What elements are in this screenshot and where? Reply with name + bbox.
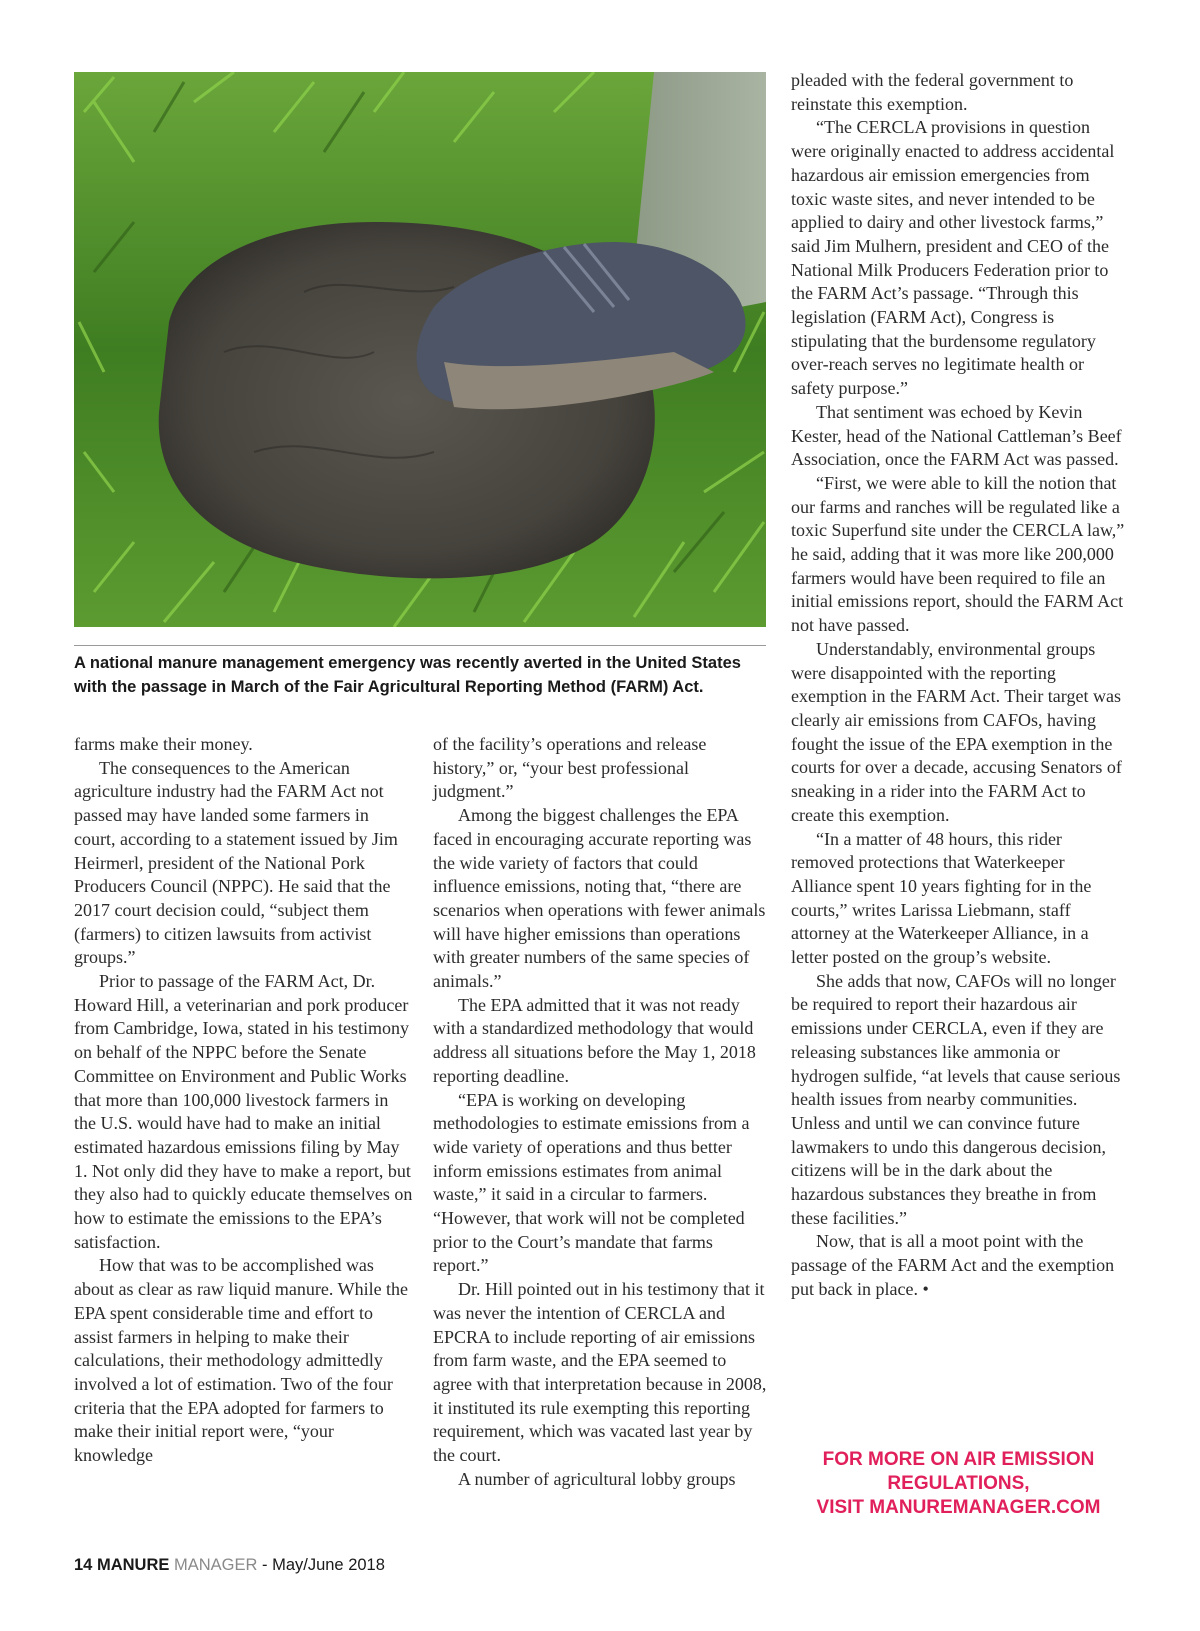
issue-date: - May/June 2018	[262, 1556, 385, 1574]
paragraph: How that was to be accomplished was about as clear as raw liquid manure. While the EPA spent considerable time and effort to assist farmers in helping to make their calculations, their methodology admittedly involved a lot of estimation. Two of the four criteria that the EPA adopted for farmers to make their initial report were, “your knowledge	[74, 1255, 409, 1466]
paragraph: Among the biggest challenges the EPA faced in encouraging accurate reporting was the wide variety of factors that could influence emissions, noting that, “there are scenarios when operations with fewer animals will have higher emissions than operations with greater numbers of the same species of animals.”	[433, 805, 766, 992]
more-info-callout[interactable]	[791, 1448, 1126, 1520]
paragraph: Prior to passage of the FARM Act, Dr. Howard Hill, a veterinarian and pork producer from Cambridge, Iowa, stated in his testimony on behalf of the NPPC before the Senate Committee on Environment and Public Works that more than 100,000 livestock farmers in the U.S. would have had to make an initial estimated hazardous emissions filing by May 1. Not only did they have to make a report, but they also had to quickly educate themselves on how to estimate the emissions to the EPA’s satisfaction.	[74, 971, 413, 1252]
brand-light: MANAGER	[173, 1556, 258, 1574]
paragraph: farms make their money.	[74, 734, 253, 754]
callout-link[interactable]: VISIT MANUREMANAGER.COM	[816, 1497, 1101, 1518]
paragraph: of the facility’s operations and release history,” or, “your best professional judgment.”	[433, 734, 707, 802]
page-footer	[74, 1556, 385, 1575]
paragraph: pleaded with the federal government to reinstate this exemption.	[791, 70, 1074, 114]
paragraph: “First, we were able to kill the notion that our farms and ranches will be regulated like a toxic Superfund site under the CERCLA law,” he said, adding that it was more like 200,000 farmers would have been required to file an initial emissions report, should the FARM Act not have passed.	[791, 472, 1125, 636]
paragraph: Now, that is all a moot point with the passage of the FARM Act and the exemption put back in place. •	[791, 1231, 1115, 1299]
callout-line-1: FOR MORE ON AIR EMISSION	[822, 1449, 1095, 1470]
paragraph: The consequences to the American agriculture industry had the FARM Act not passed may have landed some farmers in court, according to a statement issued by Jim Heirmerl, president of the National Pork Producers Council (NPPC). He said that the 2017 court decision could, “subject them (farmers) to citizen lawsuits from activist groups.”	[74, 757, 398, 968]
column-2	[433, 733, 767, 1492]
paragraph: “EPA is working on developing methodologies to estimate emissions from a wide variety of operations and thus better inform emissions estimates from animal waste,” it said in a circular to farmers. “However, that work will not be completed prior to the Court’s mandate that farms report.”	[433, 1089, 750, 1276]
photo-caption: A national manure management emergency was recently averted in the United States with the passage in March of the Fair Agricultural Reporting Method (FARM) Act.	[74, 654, 741, 696]
paragraph: She adds that now, CAFOs will no longer be required to report their hazardous air emissions under CERCLA, even if they are releasing substances like ammonia or hydrogen sulfide, “at levels that cause serious health issues from nearby communities. Unless and until we can convince future lawmakers to undo this dangerous decision, citizens will be in the dark about the hazardous substances they breathe in from these facilities.”	[791, 970, 1121, 1228]
paragraph: “The CERCLA provisions in question were originally enacted to address accidental hazardous air emission emergencies from toxic waste sites, and never intended to be applied to dairy and other livestock farms,” said Jim Mulhern, president and CEO of the National Milk Producers Federation prior to the FARM Act’s passage. “Through this legislation (FARM Act), Congress is stipulating that the burdensome regulatory over-reach serves no legitimate health or safety purpose.”	[791, 117, 1115, 399]
brand-bold: MANURE	[96, 1556, 170, 1574]
paragraph: Dr. Hill pointed out in his testimony that it was never the intention of CERCLA and EPCRA to include reporting of air emissions from farm waste, and the EPA seemed to agree with that interpretation because in 2008, it instituted its rule exempting this reporting requirement, which was vacated last year by the court.	[433, 1279, 767, 1466]
paragraph: That sentiment was echoed by Kevin Kester, head of the National Cattleman’s Beef Association, once the FARM Act was passed.	[791, 401, 1122, 470]
page-number: 14	[74, 1556, 93, 1574]
paragraph: “In a matter of 48 hours, this rider removed protections that Waterkeeper Alliance spent 10 years fighting for in the courts,” writes Larissa Liebmann, staff attorney at the Waterkeeper Alliance, in a letter posted on the group’s website.	[791, 828, 1092, 968]
paragraph: A number of agricultural lobby groups	[458, 1468, 736, 1489]
article-photo	[74, 72, 766, 627]
column-1	[74, 733, 414, 1468]
column-3	[791, 69, 1126, 1302]
caption-rule	[74, 645, 766, 646]
paragraph: The EPA admitted that it was not ready with a standardized methodology that would address all situations before the May 1, 2018 reporting deadline.	[433, 994, 756, 1086]
paragraph: Understandably, environmental groups were disappointed with the reporting exemption in the FARM Act. Their target was clearly air emissions from CAFOs, having fought the issue of the EPA exemption in the courts for over a decade, accusing Senators of sneaking in a rider into the FARM Act to create this exemption.	[791, 638, 1122, 825]
manure-boot-photo	[74, 72, 766, 627]
callout-line-2: REGULATIONS,	[887, 1473, 1030, 1494]
